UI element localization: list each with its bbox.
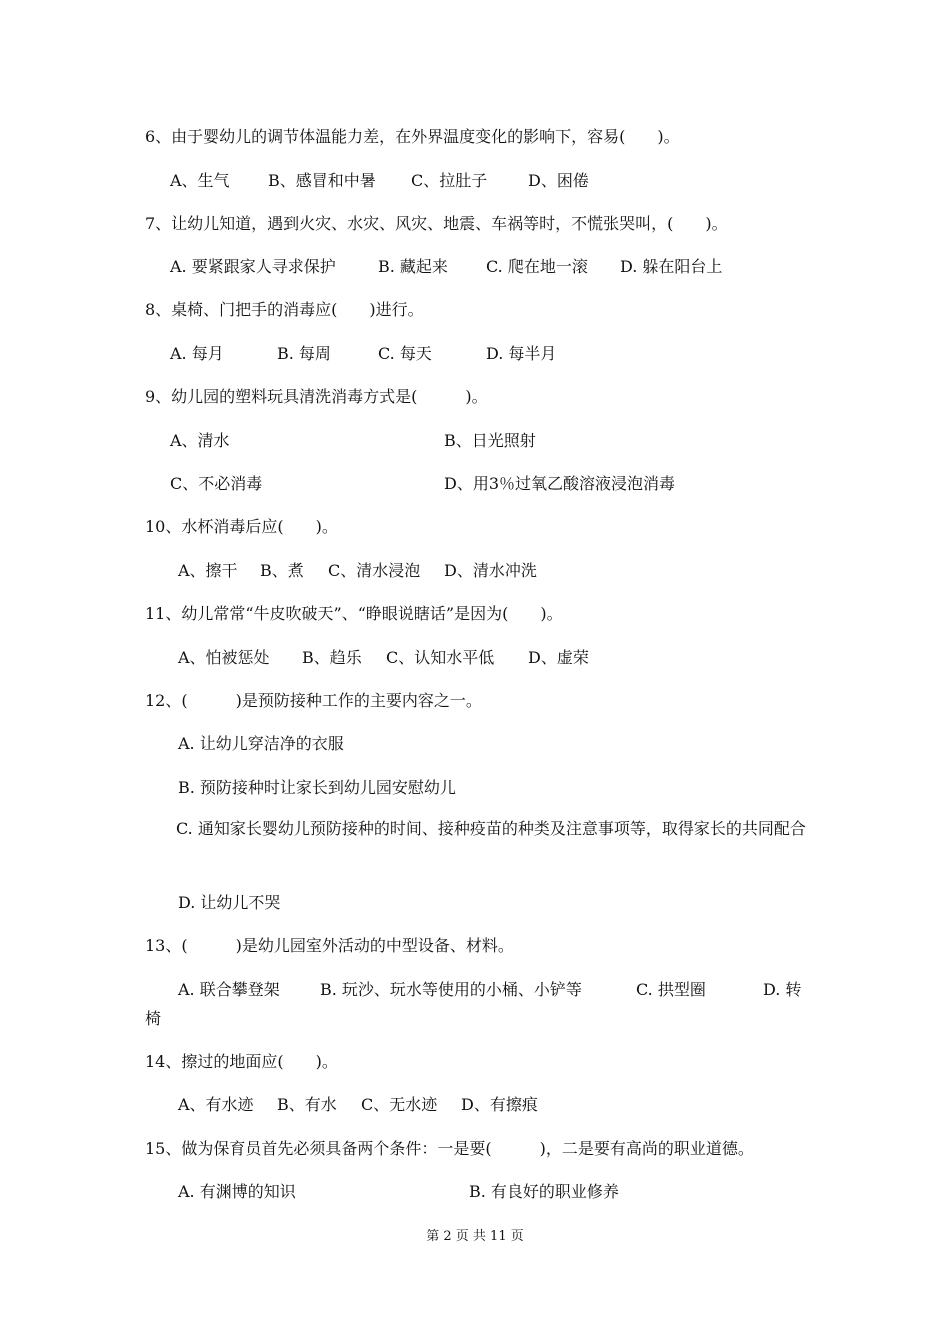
question-14-stem: 14、擦过的地面应( )。 [145, 1052, 338, 1071]
question-9-stem: 9、幼儿园的塑料玩具清洗消毒方式是( )。 [145, 387, 488, 406]
page-number-footer: 第 2 页 共 11 页 [426, 1229, 524, 1244]
question-13-option-d-continued: 椅 [145, 1009, 162, 1028]
question-13-option-c: C. 拱型圈 [636, 980, 706, 999]
question-9-option-a: A、清水 [170, 431, 230, 450]
question-13-stem: 13、( )是幼儿园室外活动的中型设备、材料。 [145, 936, 514, 955]
question-11-option-b: B、趋乐 [302, 648, 362, 667]
question-6-option-c: C、拉肚子 [411, 171, 488, 190]
question-13-option-b: B. 玩沙、玩水等使用的小桶、小铲等 [320, 980, 582, 999]
question-10-stem: 10、水杯消毒后应( )。 [145, 517, 338, 536]
question-13-option-a: A. 联合攀登架 [178, 980, 280, 999]
question-7-option-b: B. 藏起来 [378, 257, 448, 276]
question-15-stem: 15、做为保育员首先必须具备两个条件：一是要( )，二是要有高尚的职业道德。 [145, 1139, 754, 1158]
question-8-option-b: B. 每周 [277, 344, 331, 363]
question-11-option-c: C、认知水平低 [386, 648, 495, 667]
question-11-option-a: A、怕被惩处 [178, 648, 270, 667]
question-8-option-d: D. 每半月 [486, 344, 557, 363]
question-12-option-c: C. 通知家长婴幼儿预防接种的时间、接种疫苗的种类及注意事项等，取得家长的共同配合 [176, 819, 806, 838]
question-15-option-a: A. 有渊博的知识 [178, 1182, 296, 1201]
question-14-option-c: C、无水迹 [361, 1095, 438, 1114]
question-11-stem: 11、幼儿常常“牛皮吹破天”、“睁眼说瞎话”是因为( )。 [145, 604, 563, 623]
question-12-option-b: B. 预防接种时让家长到幼儿园安慰幼儿 [178, 778, 456, 797]
question-12-option-a: A. 让幼儿穿洁净的衣服 [178, 734, 344, 753]
question-6-stem: 6、由于婴幼儿的调节体温能力差，在外界温度变化的影响下，容易( )。 [145, 127, 680, 146]
question-12-option-d: D. 让幼儿不哭 [178, 893, 281, 912]
question-10-option-c: C、清水浸泡 [328, 561, 421, 580]
question-7-option-c: C. 爬在地一滚 [486, 257, 588, 276]
question-6-option-b: B、感冒和中暑 [268, 171, 376, 190]
question-7-option-a: A. 要紧跟家人寻求保护 [170, 257, 336, 276]
question-13-option-d: D. 转 [763, 980, 802, 999]
question-8-option-a: A. 每月 [170, 344, 224, 363]
question-10-option-b: B、煮 [260, 561, 304, 580]
question-8-stem: 8、桌椅、门把手的消毒应( )进行。 [145, 300, 424, 319]
question-10-option-a: A、擦干 [178, 561, 238, 580]
question-9-option-d: D、用3％过氧乙酸溶液浸泡消毒 [444, 474, 676, 493]
question-6-option-d: D、困倦 [528, 171, 589, 190]
question-10-option-d: D、清水冲洗 [444, 561, 537, 580]
question-15-option-b: B. 有良好的职业修养 [469, 1182, 619, 1201]
question-7-option-d: D. 躲在阳台上 [620, 257, 723, 276]
question-12-stem: 12、( )是预防接种工作的主要内容之一。 [145, 691, 482, 710]
question-11-option-d: D、虚荣 [528, 648, 589, 667]
question-9-option-b: B、日光照射 [444, 431, 536, 450]
question-7-stem: 7、让幼儿知道，遇到火灾、水灾、风灾、地震、车祸等时，不慌张哭叫，( )。 [145, 214, 728, 233]
question-8-option-c: C. 每天 [378, 344, 432, 363]
question-14-option-b: B、有水 [277, 1095, 337, 1114]
question-6-option-a: A、生气 [170, 171, 230, 190]
question-9-option-c: C、不必消毒 [170, 474, 263, 493]
question-14-option-d: D、有擦痕 [461, 1095, 538, 1114]
question-14-option-a: A、有水迹 [178, 1095, 254, 1114]
